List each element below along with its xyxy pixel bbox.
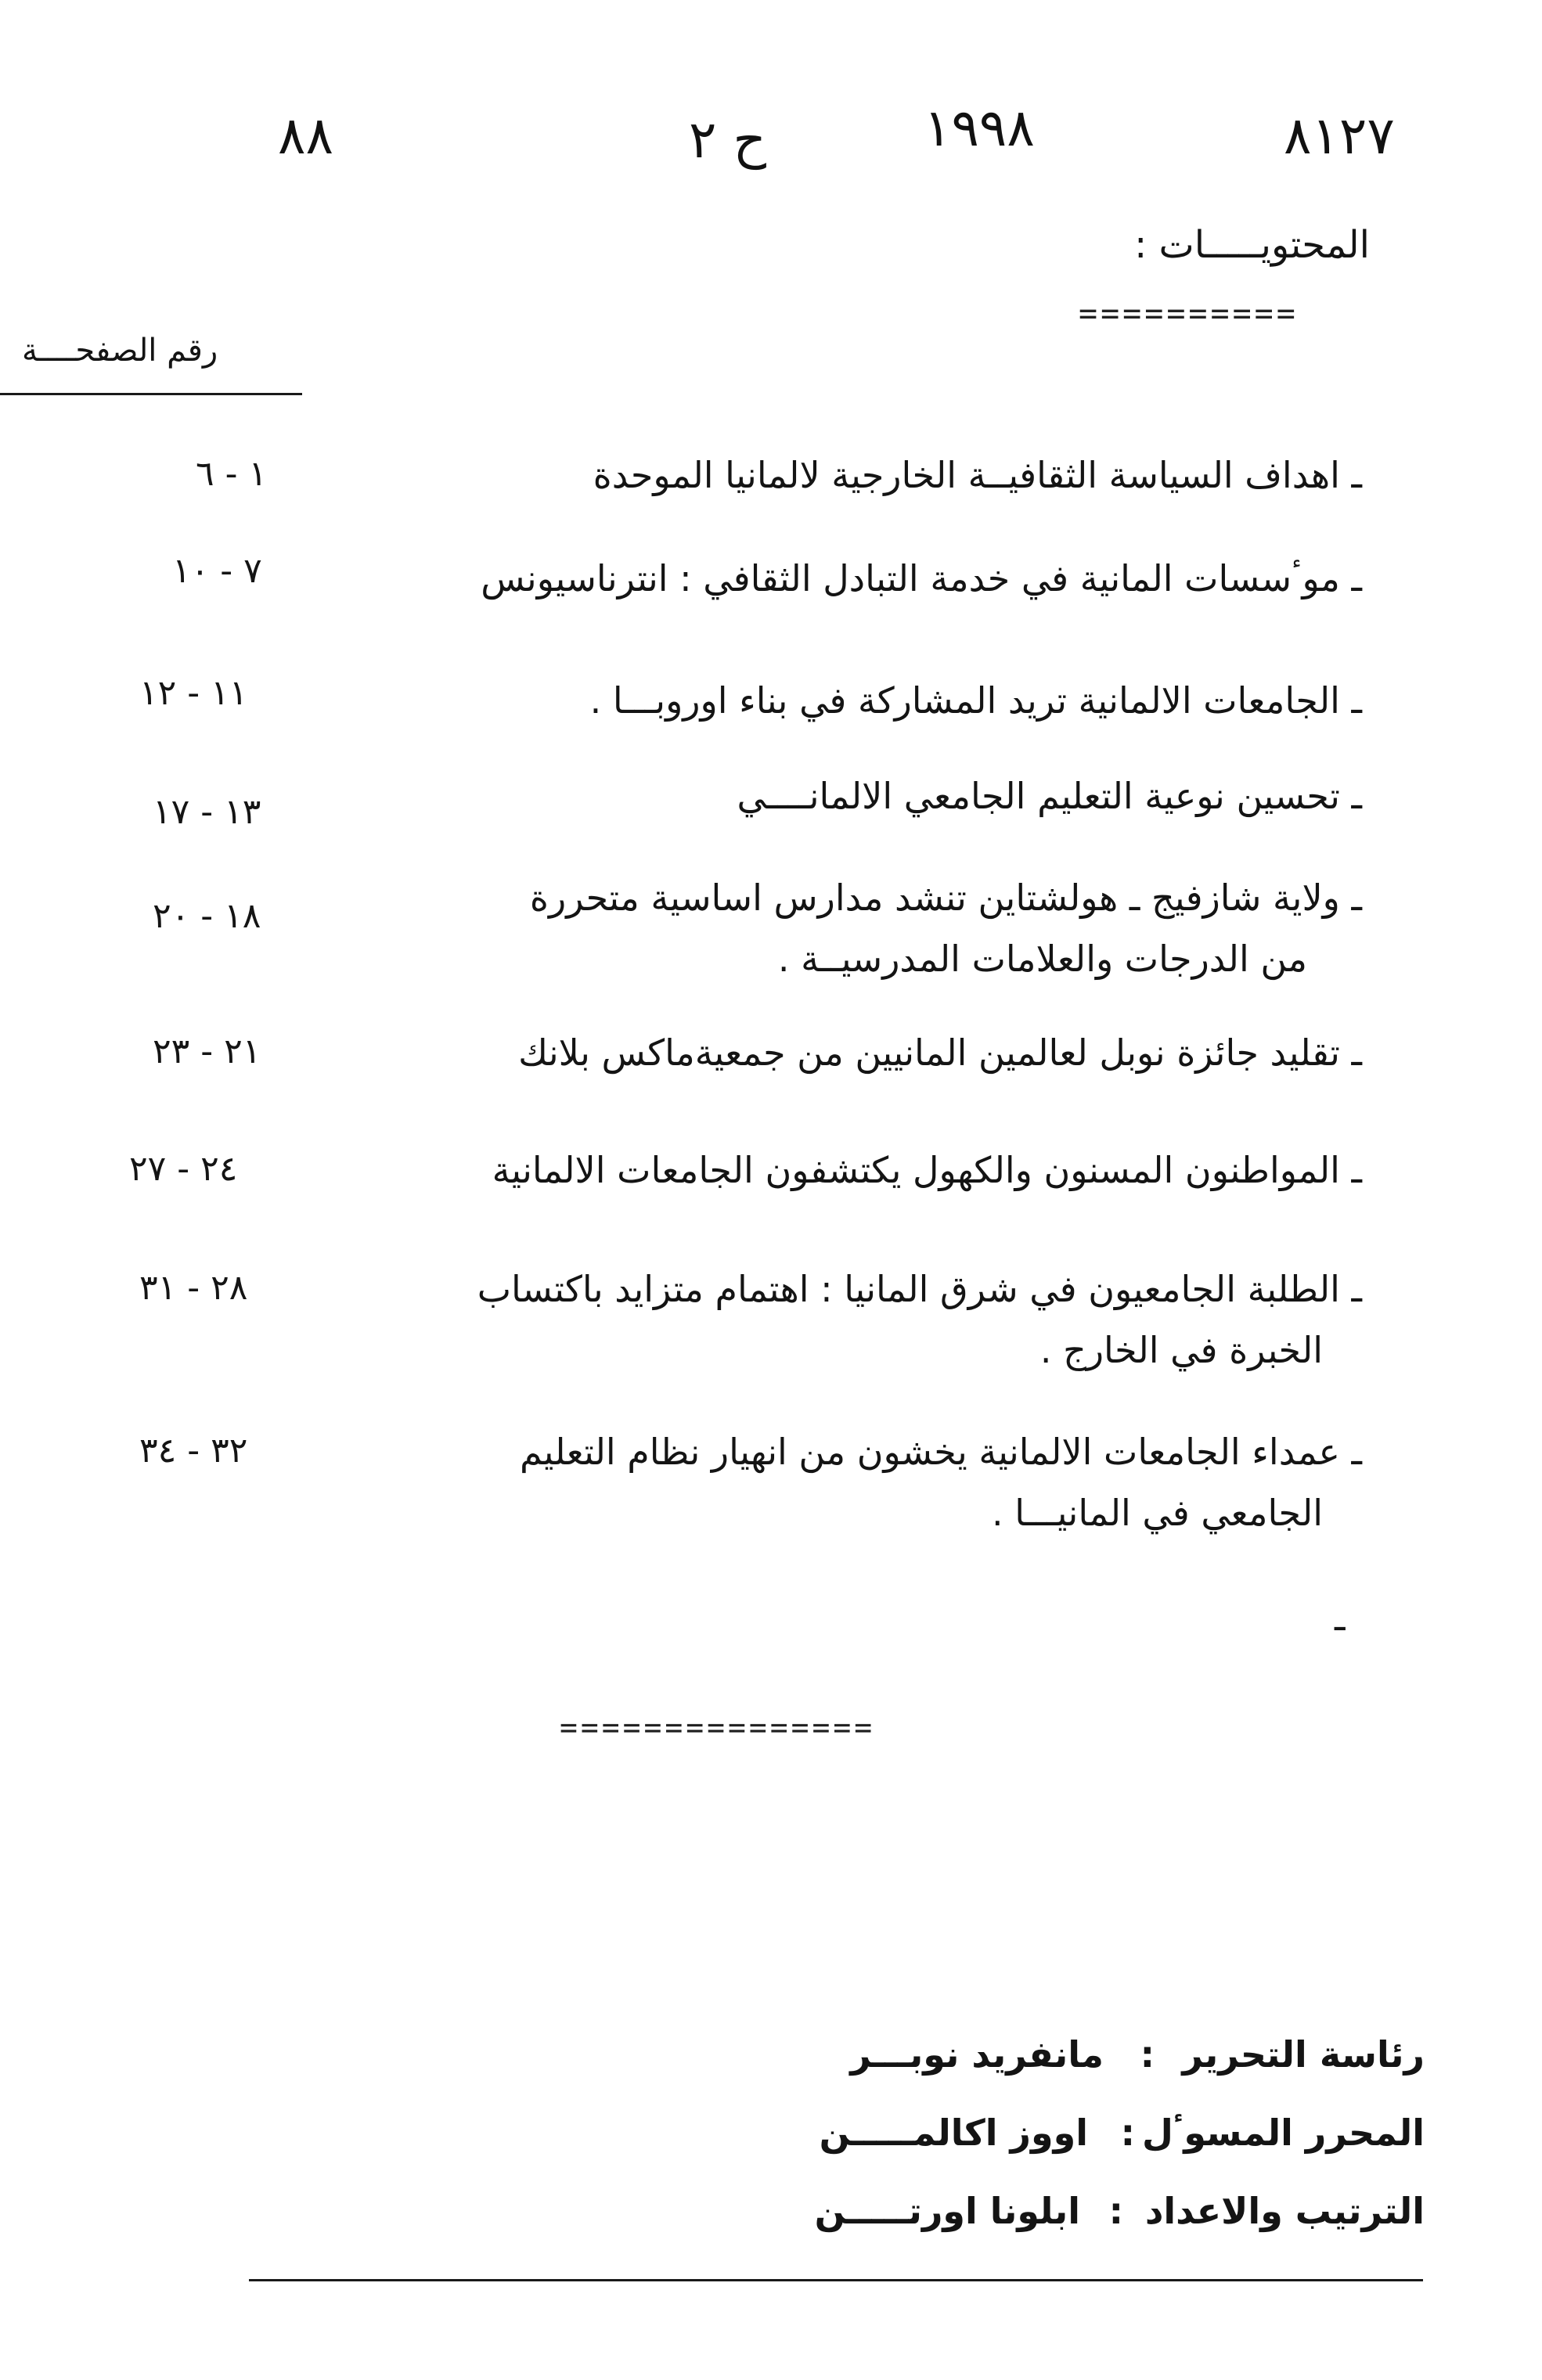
toc-entry-5-text: ـ ولاية شازفيج ـ هولشتاين تنشد مدارس اساسية متحررة — [529, 877, 1362, 919]
toc-entry-7-pages: ٢٤ - ٢٧ — [129, 1149, 238, 1189]
toc-entry-4-pages: ١٣ - ١٧ — [153, 792, 261, 832]
page-column-header: رقم الصفحــــة — [22, 333, 218, 369]
toc-entry-4-text: ـ تحسين نوعية التعليم الجامعي الالمانــــي — [737, 775, 1362, 817]
credit-role-editor-in-chief: رئاسة التحرير — [1182, 2033, 1425, 2076]
toc-entry-8-text: ـ الطلبة الجامعيون في شرق المانيا : اهتمام متزايد باكتساب — [477, 1268, 1362, 1310]
header-code-left: ٨٨ — [278, 106, 333, 166]
trailing-dash: ـ — [1335, 1597, 1346, 1639]
header-year: ١٩٩٨ — [924, 98, 1035, 158]
toc-entry-1-pages: ١ - ٦ — [196, 454, 268, 494]
toc-entry-1-text: ـ اهداف السياسة الثقافيــة الخارجية لالمانيا الموحدة — [593, 454, 1362, 496]
toc-entry-3-text: ـ الجامعات الالمانية تريد المشاركة في بناء اوروبـــا . — [589, 679, 1362, 722]
toc-entry-7-text: ـ المواطنون المسنون والكهول يكتشفون الجامعات الالمانية — [492, 1149, 1362, 1191]
credit-name-responsible-editor: اووز اكالمـــــن — [819, 2112, 1088, 2154]
toc-entry-9-text-continued: الجامعي في المانيـــا . — [991, 1492, 1323, 1534]
page-column-header-rule — [0, 393, 302, 395]
toc-entry-8-pages: ٢٨ - ٣١ — [139, 1268, 248, 1308]
contents-title: المحتويـــــات : — [1134, 223, 1370, 267]
toc-entry-9-text: ـ عمداء الجامعات الالمانية يخشون من انهيار نظام التعليم — [520, 1431, 1362, 1473]
credit-role-arrangement: الترتيب والاعداد — [1144, 2190, 1425, 2232]
header-mark: ح ٢ — [689, 110, 767, 170]
bottom-rule — [249, 2279, 1423, 2281]
toc-entry-5-text-continued: من الدرجات والعلامات المدرسيــة . — [777, 938, 1307, 980]
toc-entry-2-pages: ٧ - ١٠ — [172, 551, 262, 591]
header-code-right: ٨١٢٧ — [1284, 106, 1395, 166]
toc-entry-2-text: ـ موٴسسات المانية في خدمة التبادل الثقافي : انترناسيونس — [481, 557, 1362, 600]
credit-separator-3: : — [1108, 2190, 1123, 2232]
section-separator: =============== — [560, 1710, 876, 1744]
credit-separator-2: : — [1120, 2112, 1135, 2154]
toc-entry-6-pages: ٢١ - ٢٣ — [153, 1032, 261, 1071]
toc-entry-9-pages: ٣٢ - ٣٤ — [139, 1431, 248, 1471]
toc-entry-5-pages: ١٨ - ٢٠ — [153, 896, 261, 936]
credit-role-responsible-editor: المحرر المسوٴل — [1141, 2112, 1425, 2154]
contents-title-underline: ========== — [1079, 296, 1299, 332]
toc-entry-6-text: ـ تقليد جائزة نوبل لعالمين المانيين من جمعيةماكس بلانك — [518, 1032, 1362, 1074]
credit-name-editor-in-chief: مانفريد نوبـــر — [850, 2033, 1104, 2076]
credit-separator-1: : — [1140, 2033, 1155, 2076]
credit-name-arrangement: ابلونا اورتـــــن — [814, 2190, 1080, 2232]
toc-entry-8-text-continued: الخبرة في الخارج . — [1039, 1329, 1323, 1371]
toc-entry-3-pages: ١١ - ١٢ — [139, 673, 248, 713]
